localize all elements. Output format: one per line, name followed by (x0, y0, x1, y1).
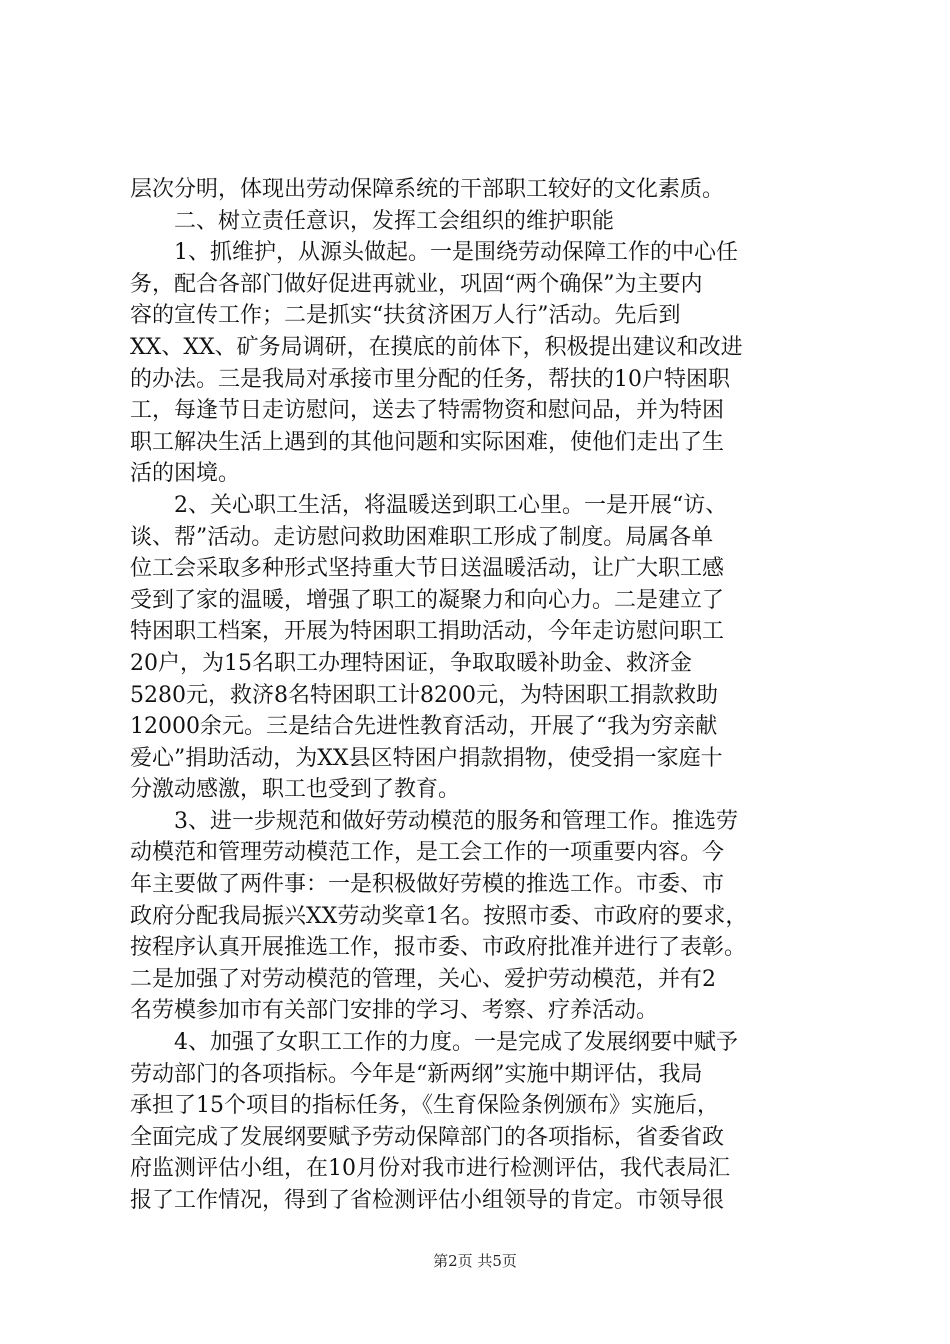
text-line: 工，每逢节日走访慰问，送去了特需物资和慰问品，并为特困 (130, 398, 725, 424)
text-line: 府监测评估小组，在10月份对我市进行检测评估，我代表局汇 (130, 1156, 730, 1182)
text-line: 政府分配我局振兴XX劳动奖章1名。按照市委、市政府的要求， (130, 903, 748, 929)
text-line: 分激动感激，职工也受到了教育。 (130, 777, 461, 803)
text-line: 动模范和管理劳动模范工作，是工会工作的一项重要内容。今 (130, 840, 725, 866)
text-line: 务，配合各部门做好促进再就业，巩固“两个确保”为主要内 (130, 271, 703, 297)
text-line: 的办法。三是我局对承接市里分配的任务，帮扶的10户特困职 (130, 366, 730, 392)
text-line: 受到了家的温暖，增强了职工的凝聚力和向心力。二是建立了 (130, 587, 725, 613)
text-line: 承担了15个项目的指标任务，《生育保险条例颁布》实施后， (130, 1093, 719, 1119)
text-line: 特困职工档案，开展为特困职工捐助活动，今年走访慰问职工 (130, 619, 725, 645)
document-body (130, 174, 830, 1217)
text-line: 劳动部门的各项指标。今年是“新两纲”实施中期评估，我局 (130, 1061, 703, 1087)
text-line: 按程序认真开展推选工作，报市委、市政府批准并进行了表彰。 (130, 935, 747, 961)
page-number-footer: 第2页 共5页 (433, 1252, 517, 1270)
text-line: 容的宣传工作；二是抓实“扶贫济困万人行”活动。先后到 (130, 303, 681, 329)
text-line: 3、进一步规范和做好劳动模范的服务和管理工作。推选劳 (130, 808, 738, 834)
text-line: XX、XX、矿务局调研，在摸底的前体下，积极提出建议和改进 (130, 334, 743, 360)
text-line: 二是加强了对劳动模范的管理，关心、爱护劳动模范，并有2 (130, 966, 716, 992)
text-line: 位工会采取多种形式坚持重大节日送温暖活动，让广大职工感 (130, 556, 725, 582)
text-line: 12000余元。三是结合先进性教育活动，开展了“我为穷亲献 (130, 714, 718, 740)
text-line: 20户，为15名职工办理特困证，争取取暖补助金、救济金 (130, 650, 692, 676)
text-line: 报了工作情况，得到了省检测评估小组领导的肯定。市领导很 (130, 1188, 725, 1213)
text-line: 职工解决生活上遇到的其他问题和实际困难，使他们走出了生 (130, 429, 725, 455)
text-line: 谈、帮”活动。走访慰问救助困难职工形成了制度。局属各单 (130, 524, 714, 550)
text-line: 名劳模参加市有关部门安排的学习、考察、疗养活动。 (130, 998, 659, 1024)
text-line: 全面完成了发展纲要赋予劳动保障部门的各项指标，省委省政 (130, 1124, 725, 1150)
section-heading: 二、树立责任意识，发挥工会组织的维护职能 (130, 208, 615, 234)
text-line: 活的困境。 (130, 461, 241, 487)
text-line: 4、加强了女职工工作的力度。一是完成了发展纲要中赋予 (130, 1030, 738, 1056)
text-line: 1、抓维护，从源头做起。一是围绕劳动保障工作的中心任 (130, 240, 738, 266)
text-line: 5280元，救济8名特困职工计8200元，为特困职工捐款救助 (130, 682, 718, 708)
text-line: 年主要做了两件事：一是积极做好劳模的推选工作。市委、市 (130, 872, 725, 898)
text-line: 爱心”捐助活动，为XX县区特困户捐款捐物，使受捐一家庭十 (130, 745, 723, 771)
text-line: 层次分明，体现出劳动保障系统的干部职工较好的文化素质。 (130, 177, 725, 202)
text-line: 2、关心职工生活，将温暖送到职工心里。一是开展“访、 (130, 492, 728, 518)
